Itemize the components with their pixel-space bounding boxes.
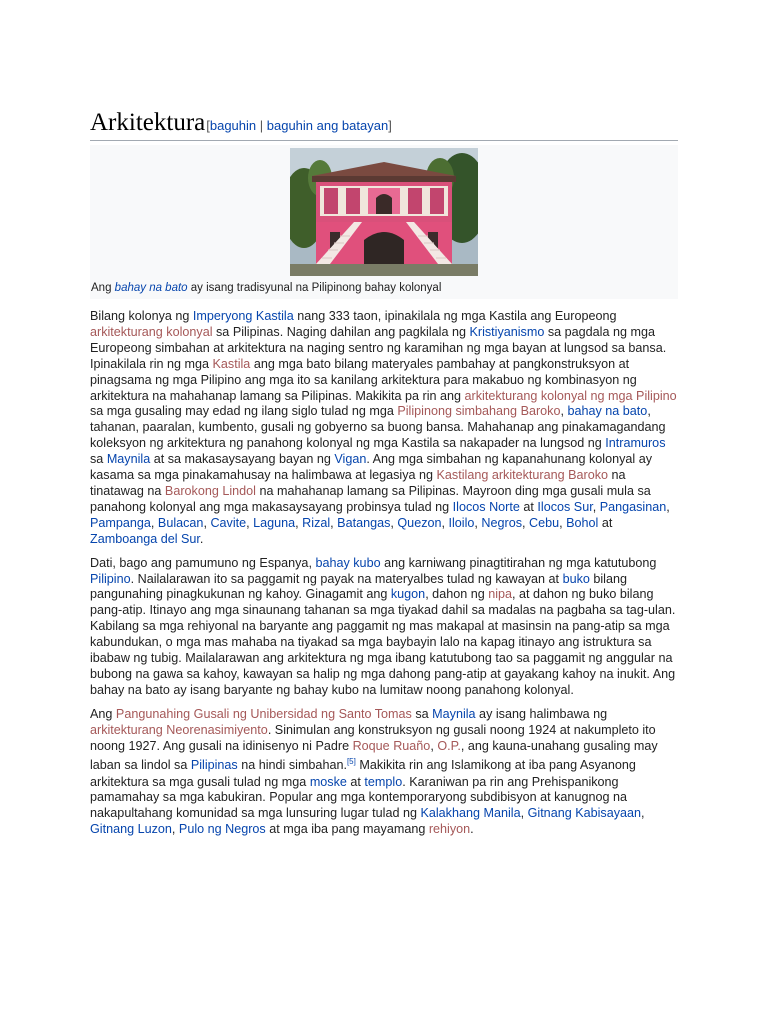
wiki-link[interactable]: Bulacan [157,515,204,530]
paragraph-text: , [390,515,398,530]
paragraph-text: , [150,515,158,530]
paragraph-text: , at dahon ng buko bilang pang-atip. Itinayo ang mga sinaunang tahanan sa mga tiyakad dahil sa madalas na pagbaha sa tag-ulan. Kabilang sa mga rehiyonal na baryante ang paggamit ng mas makapal at masinsin na pang-atip sa mga kabundukan, o mga mas mahaba na tiyakad sa mga baybayin lalo na kapag itinayo ang istruktura sa ibabaw ng tubig. Mailalarawan ang arkitektura ng mga ibang katutubong tao sa paggamit ng anggular na bubong na gawa sa kahoy, kawayan sa halip ng mga dahong pang-atip at gayakang kahoy na inukit. Ang bahay na bato ay isang baryante ng bahay kubo na lumitaw noong panahong kolonyal. [90,587,676,697]
wiki-link[interactable]: Cavite [210,515,247,530]
wiki-link[interactable]: Iloilo [448,515,475,530]
paragraph-text: , [474,515,482,530]
paragraph-text: . Karaniwan pa rin ang Prehispanikong pamamahay sa mga kabukiran. Popular ang mga kontemporaryong subdibisyon at kanugnog na nakapultahang komunidad sa mga lunsuring lugar tulad ng [90,774,627,821]
caption-text: Ang [91,282,115,294]
wiki-link-missing[interactable]: Barokong Lindol [164,483,256,498]
paragraph-text: at mga iba pang mayamang [265,822,429,837]
paragraph-text: , [560,404,568,419]
section-title: Arkitektura [90,109,206,136]
edit-source-link[interactable]: baguhin ang batayan [266,118,389,133]
paragraph-text: na hindi simbahan. [237,758,347,773]
paragraph-text: Makikita rin ang Islamikong at iba pang Asyanong arkitektura sa mga gusali tulad ng mga [90,758,636,789]
paragraph-colonial [90,309,678,548]
wiki-link[interactable]: Negros [481,515,523,530]
wiki-link[interactable]: Kristiyanismo [469,324,545,339]
paragraph-text: , [559,515,567,530]
edit-bracket-close: ] [388,118,392,133]
paragraph-text: , [330,515,338,530]
paragraph-text: , [246,515,254,530]
paragraph-text: sa mga gusaling may edad ng ilang siglo tulad ng mga [90,404,398,419]
wiki-link-missing[interactable]: Pilipinong simbahang Baroko [397,404,561,419]
wiki-link-missing[interactable]: Roque Ruaño [352,738,431,753]
paragraph-text: sa pagdala ng mga Europeong simbahan at arkitektura na naging sentro ng karamihan ng mga bayan at lungsod sa bansa. Ipinakilala rin ng mga [90,324,667,371]
paragraph-text: Dati, bago ang pamumuno ng Espanya, [90,555,316,570]
paragraph-modern [90,707,678,838]
reference-link[interactable]: [5] [346,757,356,767]
paragraph-text: , [441,515,449,530]
wiki-link[interactable]: buko [562,571,590,586]
wiki-link[interactable]: bahay na bato [567,404,648,419]
paragraph-text: ay isang halimbawa ng [475,706,608,721]
wiki-link[interactable]: Gitnang Luzon [90,822,172,837]
paragraph-text: , [430,738,438,753]
thumbnail-figure [90,145,678,299]
paragraph-text: at [346,774,365,789]
paragraph-text: nang 333 taon, ipinakilala ng mga Kastila ang Europeong [293,309,617,323]
paragraph-text: , [522,515,530,530]
wiki-link-missing[interactable]: nipa [488,587,513,602]
paragraph-text: . Nailalarawan ito sa paggamit ng payak na materyalbes tulad ng kawayan at [130,571,563,586]
paragraph-text: ang mga bato bilang materyales pambahay at pangkonstruksyon at pinagsama ng mga Pilipino ang mga ito sa kanilang arkitektura para makabuo ng kombinasyon ng arkitektura na mahahanap lamang sa Pilipinas. Makikita pa rin ang [90,356,637,403]
wiki-link[interactable]: Pulo ng Negros [178,822,266,837]
caption-link[interactable]: bahay na bato [114,282,188,294]
paragraph-text: Ang [90,706,116,721]
paragraph-text: . [470,822,474,837]
wiki-link[interactable]: Intramuros [605,436,666,451]
paragraph-text: at sa makasaysayang bayan ng [150,452,335,467]
paragraph-text: . Ang mga simbahan ng kapanahunang kolonyal ay kasama sa mga pinakamahusay na halimbawa at legasiya ng [90,452,652,483]
caption-text-rest: ay isang tradisyunal na Pilipinong bahay kolonyal [187,282,442,294]
paragraph-text: , [592,499,600,514]
wiki-link[interactable]: Maynila [432,706,476,721]
paragraph-text: , [203,515,211,530]
paragraph-text: at [519,499,538,514]
wiki-link[interactable]: bahay kubo [315,555,381,570]
paragraph-text: , [171,822,179,837]
paragraph-text: na mahahanap lamang sa Pilipinas. Mayroon ding mga gusali mula sa panahong kolonyal ang mga makasaysayang probinsya tulad ng [90,483,651,514]
wiki-link-missing[interactable]: Pangunahing Gusali ng Unibersidad ng Santo Tomas [115,706,412,721]
paragraph-text: sa [90,452,107,467]
paragraph-text: ang karniwang pinagtitirahan ng mga katutubong [380,555,657,570]
wiki-link[interactable]: Bohol [566,515,599,530]
paragraph-text: bilang pangunahing pinagkukunan ng kahoy. Ginagamit ang [90,571,627,602]
wiki-link[interactable]: Pilipino [90,571,131,586]
paragraph-text: , dahon ng [425,587,489,602]
edit-bracket-open: [ [206,118,210,133]
wiki-link[interactable]: Vigan [334,452,367,467]
wiki-link[interactable]: Quezon [397,515,442,530]
paragraph-precolonial [90,556,678,699]
wiki-link[interactable]: Cebu [529,515,560,530]
wiki-link[interactable]: Pilipinas [190,758,238,773]
wiki-link[interactable]: Maynila [106,452,151,467]
paragraph-text: . Sinimulan ang konstruksyon ng gusali noong 1924 at nakumpleto ito noong 1927. Ang gusali na idinisenyo ni Padre [90,722,656,753]
wiki-link-missing[interactable]: Kastila [212,356,251,371]
paragraph-text: , [295,515,303,530]
wiki-link-missing[interactable]: Kastilang arkitekturang Baroko [436,468,609,483]
wiki-link[interactable]: Batangas [337,515,391,530]
figure-caption [91,282,441,294]
wiki-link[interactable]: Gitnang Kabisayaan [527,806,642,821]
edit-link[interactable]: baguhin [209,118,257,133]
wiki-link-missing[interactable]: rehiyon [428,822,471,837]
wiki-link[interactable]: Zamboanga del Sur [90,531,200,546]
wiki-link[interactable]: kugon [390,587,426,602]
wiki-link-missing[interactable]: arkitekturang kolonyal ng mga Pilipino [464,388,677,403]
paragraph-text: na tinatawag na [90,468,626,498]
paragraph-text: sa [411,706,433,721]
edit-separator: | [256,118,267,133]
paragraph-text: sa Pilipinas. Naging dahilan ang pagkilala ng [212,324,470,339]
paragraph-text: , [641,806,645,821]
wiki-link-missing[interactable]: arkitekturang Neorenasimiyento [90,722,268,737]
wiki-link-missing[interactable]: arkitekturang kolonyal [90,324,213,339]
section-heading [90,108,678,141]
wiki-link[interactable]: Pampanga [90,515,151,530]
wiki-link[interactable]: Kalakhang Manila [420,806,521,821]
wiki-link[interactable]: Ilocos Sur [537,499,593,514]
bahay-na-bato-photo[interactable] [290,148,478,276]
paragraph-text: , [520,806,528,821]
wiki-link[interactable]: Imperyong Kastila [192,309,294,323]
wiki-link[interactable]: Ilocos Norte [452,499,520,514]
paragraph-text: Bilang kolonya ng [90,309,193,323]
paragraph-text: at [598,515,613,530]
wiki-link-missing[interactable]: O.P. [437,738,461,753]
article-section [90,108,678,838]
paragraph-text: , tahanan, paaralan, kumbento, gusali ng gobyerno sa buong bansa. Mahahanap ang pinakamagandang koleksyon ng arkitektura ng panahong kolonyal ng mga Kastila sa nakapader na lungsod ng [90,404,666,451]
paragraph-text: . [199,531,204,546]
paragraph-text: , [666,499,670,514]
paragraph-text: , ang kauna-unahang gusaling may laban sa lindol sa [90,738,658,773]
house-illustration [290,148,478,276]
wiki-link[interactable]: Pangasinan [599,499,667,514]
edit-section-links [206,118,392,133]
wiki-link[interactable]: Rizal [302,515,331,530]
wiki-link[interactable]: Laguna [253,515,296,530]
wiki-link[interactable]: moske [309,774,347,789]
wiki-link[interactable]: templo [364,774,403,789]
